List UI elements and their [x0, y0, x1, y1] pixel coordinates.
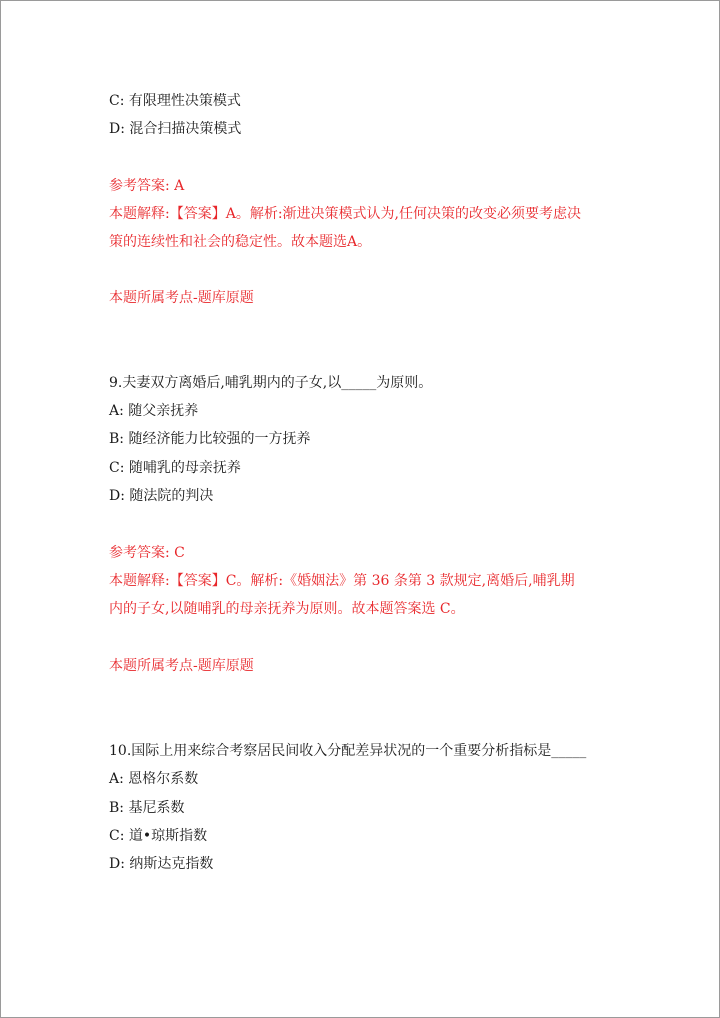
q9-source: 本题所属考点-题库原题 — [109, 658, 254, 674]
q8-explanation-line1: 本题解释:【答案】A。解析:渐进决策模式认为,任何决策的改变必须要考虑决 — [109, 206, 581, 222]
q10-option-c: C: 道•琼斯指数 — [109, 828, 208, 844]
q9-option-b: B: 随经济能力比较强的一方抚养 — [109, 431, 311, 447]
q9-explanation-line1: 本题解释:【答案】C。解析:《婚姻法》第 36 条第 3 款规定,离婚后,哺乳期 — [109, 573, 575, 589]
q8-option-d: D: 混合扫描决策模式 — [109, 121, 242, 137]
q10-option-a: A: 恩格尔系数 — [109, 771, 199, 787]
q9-answer: 参考答案: C — [109, 545, 185, 561]
q10-option-b: B: 基尼系数 — [109, 800, 185, 816]
q9-option-c: C: 随哺乳的母亲抚养 — [109, 460, 241, 476]
q10-question: 10.国际上用来综合考察居民间收入分配差异状况的一个重要分析指标是_____ — [109, 743, 587, 759]
q9-option-a: A: 随父亲抚养 — [109, 403, 199, 419]
q8-explanation-line2: 策的连续性和社会的稳定性。故本题选A。 — [109, 234, 372, 250]
q8-source: 本题所属考点-题库原题 — [109, 290, 254, 306]
q9-option-d: D: 随法院的判决 — [109, 488, 214, 504]
q9-explanation-line2: 内的子女,以随哺乳的母亲抚养为原则。故本题答案选 C。 — [109, 601, 465, 617]
q9-question: 9.夫妻双方离婚后,哺乳期内的子女,以_____为原则。 — [109, 375, 433, 391]
q8-option-c: C: 有限理性决策模式 — [109, 93, 241, 109]
q10-option-d: D: 纳斯达克指数 — [109, 856, 214, 872]
q8-answer: 参考答案: A — [109, 178, 185, 194]
